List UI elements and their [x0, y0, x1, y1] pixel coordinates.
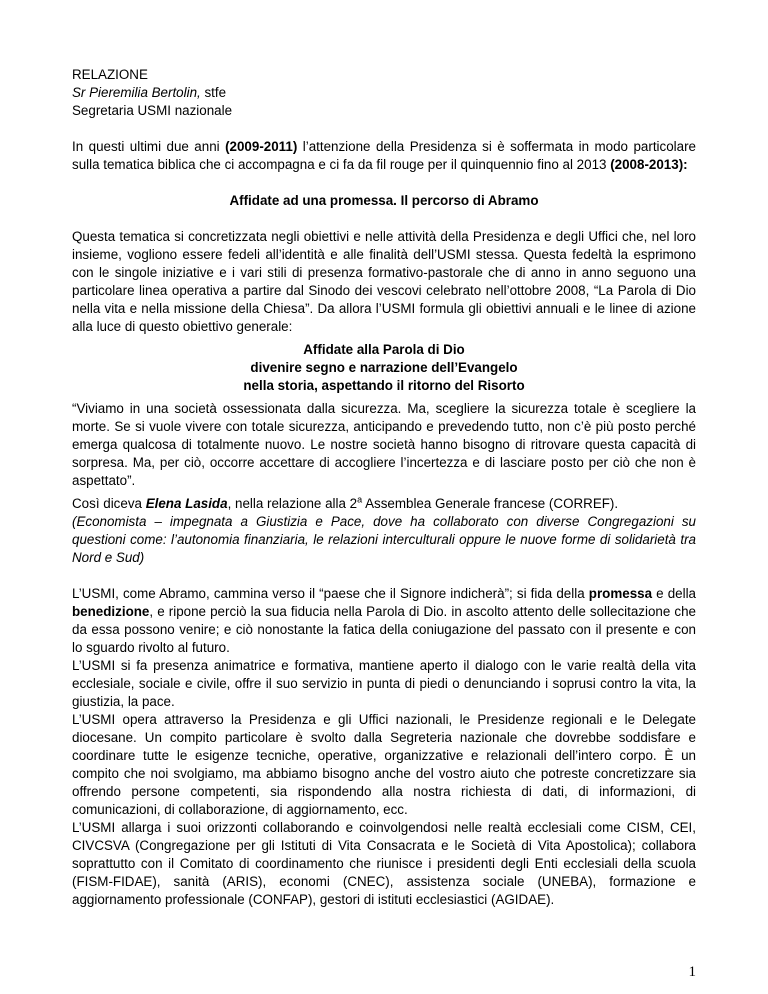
- section-title: Affidate ad una promessa. Il percorso di Abramo: [229, 193, 539, 208]
- quote-paragraph: “Viviamo in una società ossessionata dalla sicurezza. Ma, scegliere la sicurezza totale è scegliere la morte. Se si vuole vivere con totale sicurezza, anticipando e prevedendo tutto, non c’è più posto perché emerga qualcosa di totalmente nuovo. Le nostre società hanno bisogno di ritrovare questa capacità di sorpresa. Ma, per ciò, occorre accettare di accogliere l’incertezza e di lasciare posto per ciò che non è aspettato”.: [72, 401, 696, 488]
- document-page: [72, 66, 696, 909]
- page-number: 1: [688, 964, 696, 980]
- attribution-line: Così diceva Elena Lasida, nella relazione alla 2$^a$ Assemblea Generale francese (CORREF).: [72, 494, 619, 511]
- doc-heading: RELAZIONE: [72, 67, 148, 82]
- body-paragraph-2: L’USMI, come Abramo, cammina verso il “paese che il Signore indicherà”; si fida della promessa e della benedizione, e ripone perciò la sua fiducia nella Parola di Dio. in ascolto attento delle sollecitazione che da essa possono venire; e ciò nonostante la fatica della coniugazione del passato con il presente e con lo sguardo rivolto al futuro.: [72, 586, 696, 655]
- body-paragraph-5: L’USMI allarga i suoi orizzonti collaborando e coinvolgendosi nelle realtà ecclesiali come CISM, CEI, CIVCSVA (Congregazione per gli Istituti di Vita Consacrata e le Società di Vita Apostolica); collabora soprattutto con il Comitato di coordinamento che riunisce i presidenti degli Enti ecclesiali della scuola (FISM-FIDAE), sanità (ARIS), economi (CNEC), assistenza sociale (UNEBA), formazione e aggiornamento professionale (CONFAP), gestori di istituti ecclesiastici (AGIDAE).: [72, 820, 696, 907]
- intro-paragraph: In questi ultimi due anni (2009-2011) l’attenzione della Presidenza si è soffermata in modo particolare sulla tematica biblica che ci accompagna e ci fa da fil rouge per il quinquennio fino al 2013 (2008-2013):: [72, 139, 696, 172]
- author-suffix: stfe: [200, 85, 227, 100]
- author-name: Sr Pieremilia Bertolin,: [72, 85, 201, 100]
- body-paragraph-4: L’USMI opera attraverso la Presidenza e gli Uffici nazionali, le Presidenze regionali e le Delegate diocesane. Un compito particolare è svolto dalla Segreteria nazionale che dovrebbe soddisfare e coordinare tutte le esigenze tecniche, operative, organizzative e relazionali dell’intero corpo. È un compito che noi svolgiamo, ma abbiamo bisogno anche del vostro aiuto che potreste concretizzare sia offrendo persone competenti, sia rispondendo alla nostra richiesta di dati, di informazioni, di comunicazioni, di collaborazione, di aggiornamento, ecc.: [72, 712, 696, 817]
- body-paragraph-1: Questa tematica si concretizzata negli obiettivi e nelle attività della Presidenza e degli Uffici che, nel loro insieme, vogliono essere fedeli all’identità e alle finalità dell’USMI stessa. Questa fedeltà la esprimono con le singole iniziative e i vari stili di presenza formativo-pastorale che di anno in anno seguono una particolare linea operativa a partire dal Sinodo dei vescovi celebrato nell’ottobre 2008, “La Parola di Dio nella vita e nella missione della Chiesa”. Da allora l’USMI formula gli obiettivi annuali e le linee di azione alla luce di questo obiettivo generale:: [72, 229, 696, 334]
- author-line: [72, 84, 696, 102]
- attribution-note: (Economista – impegnata a Giustizia e Pace, dove ha collaborato con diverse Congregazioni su questioni come: l’autonomia finanziaria, le relazioni interculturali oppure le nuove forme di solidarietà tra Nord e Sud): [72, 514, 696, 565]
- body-paragraph-3: L’USMI si fa presenza animatrice e formativa, mantiene aperto il dialogo con le varie realtà della vita ecclesiale, sociale e civile, offre il suo servizio in punta di piedi o denunciando i soprusi contro la vita, la giustizia, la pace.: [72, 658, 696, 709]
- author-role: Segretaria USMI nazionale: [72, 103, 233, 118]
- motto-line-1: Affidate alla Parola di Dio: [303, 342, 465, 357]
- motto-line-3: nella storia, aspettando il ritorno del Risorto: [243, 378, 525, 393]
- motto-line-2: divenire segno e narrazione dell’Evangelo: [250, 360, 518, 375]
